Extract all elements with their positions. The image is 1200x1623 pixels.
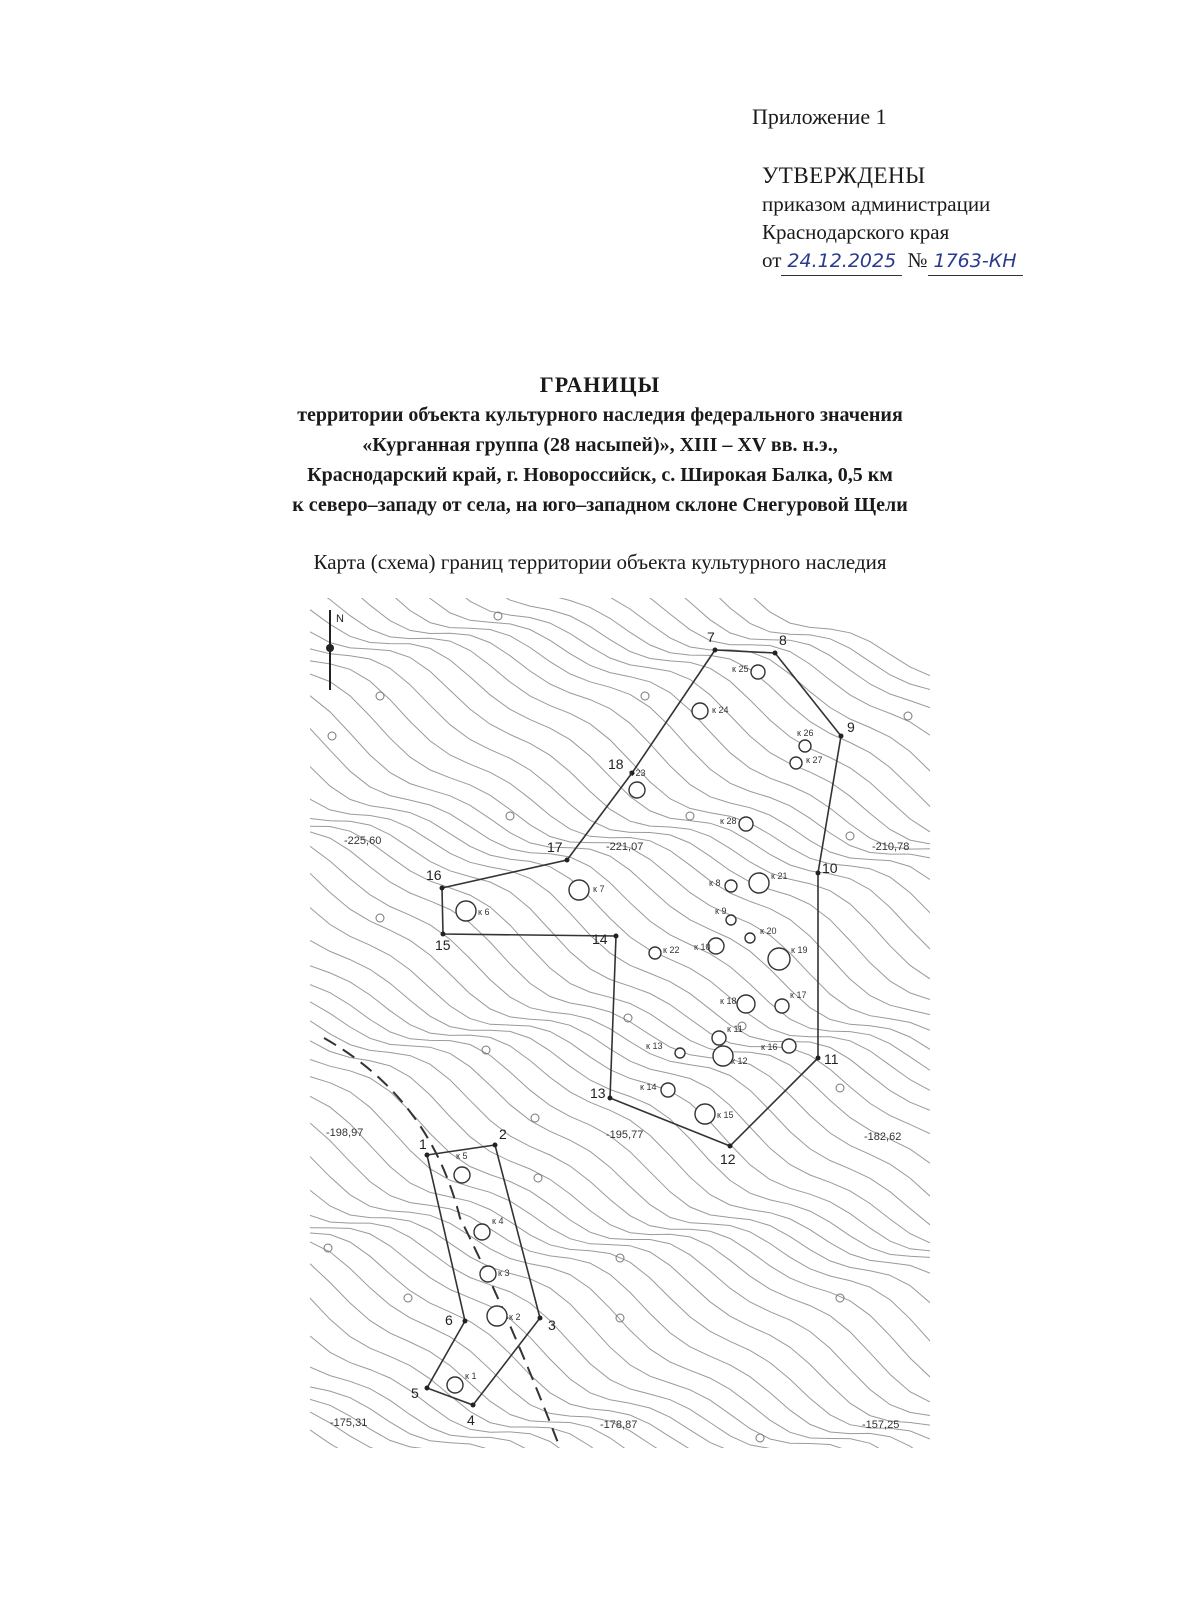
boundary-point-label: 14: [592, 931, 608, 947]
mound-marker: [739, 817, 753, 831]
mound-marker: [649, 947, 661, 959]
boundary-vertex-2: [493, 1143, 498, 1148]
boundary-vertex-15: [441, 932, 446, 937]
boundary-point-label: 4: [467, 1412, 475, 1428]
tree-icon: [506, 812, 514, 820]
mound-label: к 18: [720, 996, 737, 1006]
boundary-vertex-7: [713, 648, 718, 653]
mound-label: к 12: [731, 1056, 748, 1066]
mound-marker: [456, 901, 476, 921]
boundary-polygon-north: [442, 650, 841, 1146]
mound-marker: [569, 880, 589, 900]
mound-label: к 9: [715, 906, 727, 916]
mound-label: к 16: [761, 1042, 778, 1052]
mound-marker: [629, 782, 645, 798]
title-line5: к северо–западу от села, на юго–западном склоне Снегуровой Щели: [292, 494, 908, 516]
boundary-point-label: 8: [779, 632, 787, 648]
elevation-label: -225,60: [344, 835, 382, 847]
approval-block: [762, 162, 1023, 276]
elevation-label: -157,25: [862, 1419, 900, 1431]
mound-label: к 23: [629, 768, 646, 778]
north-arrow-icon: [326, 610, 344, 690]
boundary-point-label: 2: [499, 1126, 507, 1142]
approved-heading: УТВЕРЖДЕНЫ: [762, 163, 926, 188]
mound-marker: [712, 1031, 726, 1045]
mound-label: к 15: [717, 1110, 734, 1120]
mound-marker: [692, 703, 708, 719]
elevation-label: -221,07: [606, 841, 644, 853]
boundary-vertex-13: [608, 1096, 613, 1101]
boundary-point-label: 15: [435, 937, 451, 953]
appendix-label: Приложение 1: [752, 104, 887, 129]
boundary-point-label: 5: [411, 1385, 419, 1401]
boundary-point-label: 1: [419, 1136, 427, 1152]
contour-lines: [310, 598, 930, 1448]
tree-icon: [641, 692, 649, 700]
mound-label: к 11: [727, 1024, 743, 1034]
tree-icon: [328, 732, 336, 740]
mound-marker: [675, 1048, 685, 1058]
tree-icon: [904, 712, 912, 720]
tree-icon: [531, 1114, 539, 1122]
mound-label: к 13: [646, 1041, 663, 1051]
boundary-point-label: 13: [590, 1085, 606, 1101]
mound-marker: [782, 1039, 796, 1053]
mound-label: к 1: [465, 1371, 477, 1381]
mound-label: к 2: [509, 1312, 521, 1322]
mound-marker: [713, 1046, 733, 1066]
order-date: 24.12.2025: [781, 247, 902, 276]
tree-icon: [616, 1314, 624, 1322]
mound-marker: [661, 1083, 675, 1097]
boundary-point-label: 12: [720, 1151, 736, 1167]
boundary-point-label: 11: [824, 1051, 839, 1067]
mound-marker: [751, 665, 765, 679]
mound-label: к 5: [456, 1151, 468, 1161]
approved-by-line2: Краснодарского края: [762, 220, 950, 244]
boundary-map: [310, 598, 930, 1448]
tree-icon: [756, 1434, 764, 1442]
mound-marker: [695, 1104, 715, 1124]
mound-label: к 4: [492, 1216, 504, 1226]
boundary-point-label: 10: [822, 860, 838, 876]
mound-marker: [454, 1167, 470, 1183]
mound-label: к 7: [593, 884, 605, 894]
tree-icon: [404, 1294, 412, 1302]
boundary-vertex-17: [565, 858, 570, 863]
tree-icon: [836, 1084, 844, 1092]
boundary-point-label: 17: [547, 839, 563, 855]
tree-icon: [376, 692, 384, 700]
boundary-vertex-11: [816, 1056, 821, 1061]
mound-label: к 8: [709, 878, 721, 888]
boundary-point-label: 6: [445, 1312, 453, 1328]
mound-marker: [737, 995, 755, 1013]
elevation-label: -175,31: [330, 1417, 368, 1429]
mound-label: к 19: [791, 945, 808, 955]
order-number: 1763-КН: [928, 247, 1023, 276]
elevation-label: -182,62: [864, 1131, 902, 1143]
mound-label: к 10: [694, 942, 711, 952]
mound-label: к 24: [712, 705, 729, 715]
elevation-label: -198,97: [326, 1127, 364, 1139]
mound-marker: [790, 757, 802, 769]
mound-marker: [768, 948, 790, 970]
elevation-label: -195,77: [606, 1129, 644, 1141]
title-line2: территории объекта культурного наследия федерального значения: [297, 404, 903, 426]
tree-icon: [686, 812, 694, 820]
mound-marker: [775, 999, 789, 1013]
boundary-point-label: 9: [847, 719, 855, 735]
boundary-vertex-12: [728, 1144, 733, 1149]
mound-marker: [745, 933, 755, 943]
mound-label: к 6: [478, 907, 490, 917]
boundary-point-label: 16: [426, 867, 442, 883]
mound-marker: [799, 740, 811, 752]
mound-marker: [487, 1306, 507, 1326]
mound-label: к 28: [720, 816, 737, 826]
boundary-vertices: [411, 629, 855, 1428]
boundary-vertex-3: [538, 1316, 543, 1321]
boundary-vertex-10: [816, 871, 821, 876]
tree-icon: [376, 914, 384, 922]
boundary-vertex-16: [440, 886, 445, 891]
boundary-point-label: 18: [608, 756, 624, 772]
mound-label: к 27: [806, 755, 823, 765]
mound-marker: [447, 1377, 463, 1393]
mound-label: к 17: [790, 990, 807, 1000]
date-prefix: от: [762, 248, 782, 272]
mound-label: к 3: [498, 1268, 510, 1278]
boundary-point-label: 3: [548, 1317, 556, 1333]
title-line1: ГРАНИЦЫ: [539, 372, 661, 397]
boundary-vertex-4: [471, 1403, 476, 1408]
mound-marker: [725, 880, 737, 892]
title-line3: «Курганная группа (28 насыпей)», XIII – XV вв. н.э.,: [362, 434, 838, 456]
boundary-vertex-6: [463, 1319, 468, 1324]
map-subtitle: Карта (схема) границ территории объекта культурного наследия: [313, 550, 887, 574]
mound-marker: [474, 1224, 490, 1240]
mound-label: к 26: [797, 728, 814, 738]
mound-marker: [749, 873, 769, 893]
north-label: N: [336, 613, 344, 625]
mound-marker: [480, 1266, 496, 1282]
boundary-vertex-5: [425, 1386, 430, 1391]
boundary-vertex-9: [839, 734, 844, 739]
document-title: [0, 370, 1200, 520]
mound-markers: [447, 664, 822, 1393]
mound-label: к 20: [760, 926, 777, 936]
boundary-vertex-8: [773, 651, 778, 656]
order-line: [762, 246, 1023, 276]
boundary-vertex-1: [425, 1153, 430, 1158]
number-prefix: №: [907, 248, 928, 272]
tree-icon: [534, 1174, 542, 1182]
approved-by-line1: приказом администрации: [762, 192, 991, 216]
mound-label: к 21: [771, 871, 788, 881]
title-line4: Краснодарский край, г. Новороссийск, с. Широкая Балка, 0,5 км: [307, 464, 893, 486]
boundary-point-label: 7: [707, 629, 715, 645]
mound-label: к 14: [640, 1082, 657, 1092]
tree-icon: [846, 832, 854, 840]
mound-marker: [726, 915, 736, 925]
boundary-vertex-14: [614, 934, 619, 939]
mound-label: к 25: [732, 664, 749, 674]
elevation-label: -178,87: [600, 1419, 638, 1431]
elevation-label: -210,78: [872, 841, 910, 853]
mound-label: к 22: [663, 945, 680, 955]
